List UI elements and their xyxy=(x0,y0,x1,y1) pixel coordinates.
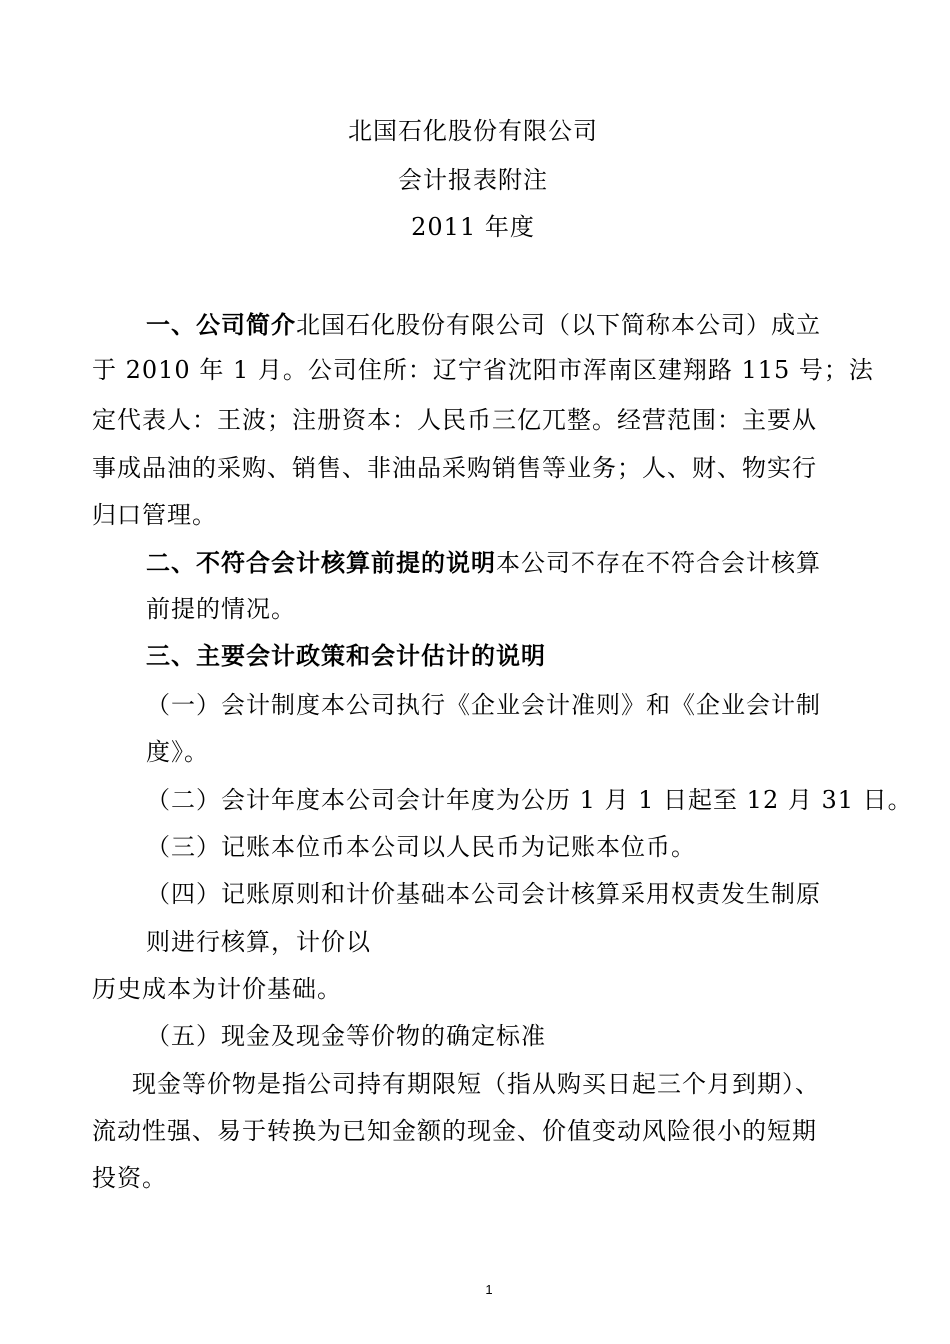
section-2-first-line xyxy=(146,548,821,578)
policy-item-1-cont: 度》。 xyxy=(146,738,209,766)
policy-item-2: （二）会计年度本公司会计年度为公历 1 月 1 日起至 12 月 31 日。 xyxy=(146,786,913,814)
policy-item-1: （一）会计制度本公司执行《企业会计准则》和《企业会计制 xyxy=(146,691,821,719)
section-1-heading: 一、公司简介 xyxy=(146,310,296,339)
document-title: 会计报表附注 xyxy=(398,166,548,194)
report-year: 2011 年度 xyxy=(411,213,535,241)
cash-equivalent-text: 投资。 xyxy=(92,1164,167,1192)
section-2-text: 本公司不存在不符合会计核算 xyxy=(496,549,821,577)
policy-item-3: （三）记账本位币本公司以人民币为记账本位币。 xyxy=(146,833,696,861)
section-1-line: 定代表人：王波；注册资本：人民币三亿兀整。经营范围：主要从 xyxy=(92,406,817,434)
cash-equivalent-text: 流动性强、易于转换为已知金额的现金、价值变动风险很小的短期 xyxy=(92,1117,817,1145)
cash-equivalent-text: 现金等价物是指公司持有期限短（指从购买日起三个月到期）、 xyxy=(132,1070,820,1098)
policy-item-4-cont: 则进行核算，计价以 xyxy=(146,928,371,956)
section-3-heading-text: 三、主要会计政策和会计估计的说明 xyxy=(146,641,546,670)
policy-item-5: （五）现金及现金等价物的确定标准 xyxy=(146,1022,546,1050)
section-3-heading xyxy=(146,641,546,671)
section-2-heading: 二、不符合会计核算前提的说明 xyxy=(146,548,496,577)
company-title: 北国石化股份有限公司 xyxy=(348,117,598,145)
section-1-line: 归口管理。 xyxy=(92,501,217,529)
policy-item-4-cont: 历史成本为计价基础。 xyxy=(92,975,342,1003)
section-1-line: 于 2010 年 1 月。公司住所：辽宁省沈阳市浑南区建翔路 115 号；法 xyxy=(92,356,874,384)
section-1-text: 北国石化股份有限公司（以下简称本公司）成立 xyxy=(296,311,821,339)
section-1-first-line xyxy=(146,310,821,340)
policy-item-4: （四）记账原则和计价基础本公司会计核算采用权责发生制原 xyxy=(146,880,821,908)
section-2-line: 前提的情况。 xyxy=(146,595,296,623)
section-1-line: 事成品油的采购、销售、非油品采购销售等业务；人、财、物实行 xyxy=(92,454,817,482)
page-number: 1 xyxy=(485,1282,493,1297)
